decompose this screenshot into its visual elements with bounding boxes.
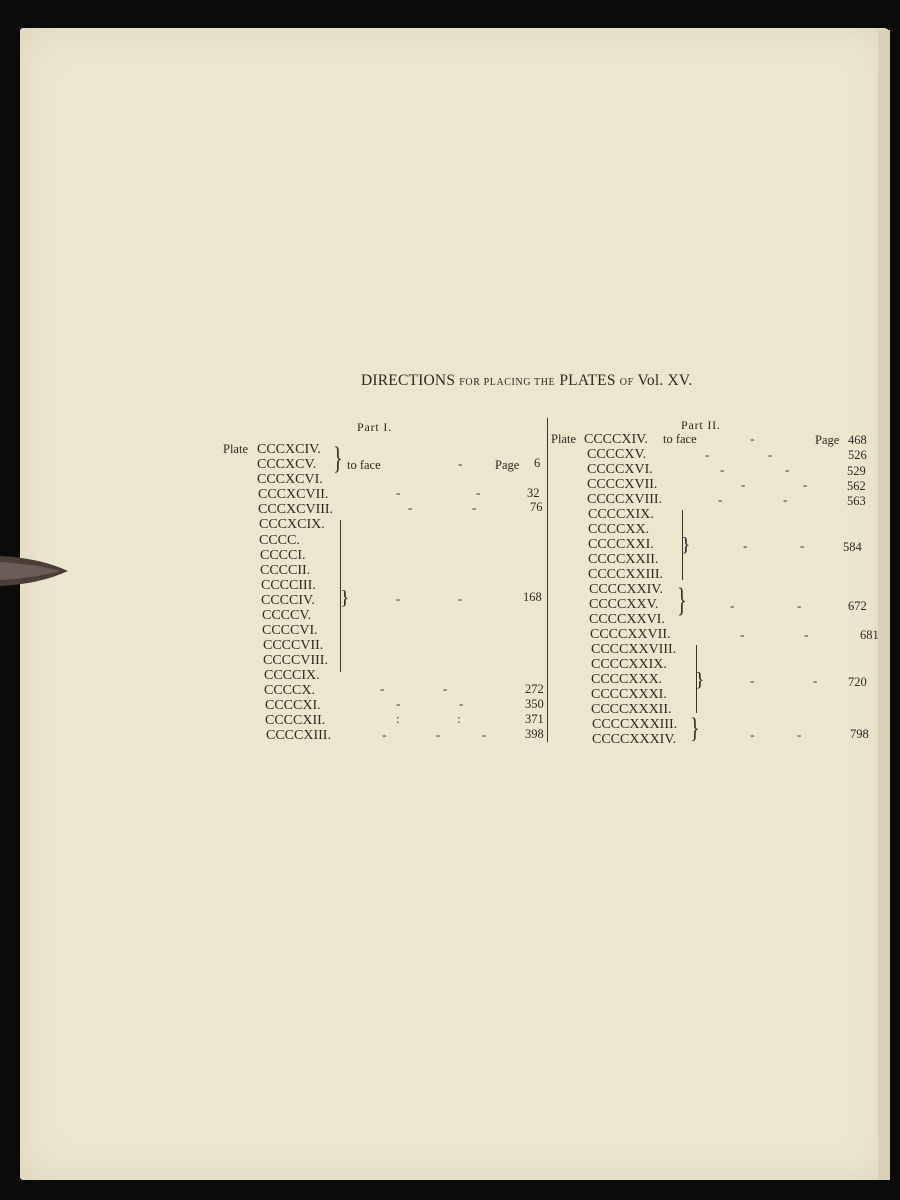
leader-dash: - xyxy=(750,673,755,688)
part1-plate: CCCC. xyxy=(259,533,300,548)
part2-plate: CCCCXXXII. xyxy=(591,702,672,717)
leader-dash: - xyxy=(783,492,788,507)
page-number: 562 xyxy=(847,479,866,493)
page-edge xyxy=(878,30,890,1180)
page-number: 272 xyxy=(525,682,544,696)
part1-to-face: to face xyxy=(347,458,381,472)
leader-dash: - xyxy=(800,538,805,553)
page-number: 563 xyxy=(847,494,866,508)
part2-plate: CCCCXIV. xyxy=(584,432,648,447)
page-number: 6 xyxy=(534,456,541,470)
part1-plate: CCCCXII. xyxy=(265,713,326,728)
leader-dash: - xyxy=(750,431,755,446)
page-number: 672 xyxy=(848,599,867,613)
part2-page-label: Page xyxy=(815,433,840,447)
part2-plate: CCCCXXVIII. xyxy=(591,642,677,657)
leader-dash: - xyxy=(458,591,463,606)
leader-dash: - xyxy=(804,627,809,642)
page-number: 76 xyxy=(530,500,543,514)
part2-plate: CCCCXVIII. xyxy=(587,492,663,507)
leader-dash: - xyxy=(396,485,401,500)
leader-dash: - xyxy=(718,492,723,507)
part2-plate: CCCCXXIII. xyxy=(588,567,664,582)
brace: } xyxy=(340,587,350,609)
leader-dash: - xyxy=(720,462,725,477)
leader-dash: - xyxy=(380,681,385,696)
part1-plate: CCCCVIII. xyxy=(263,653,328,668)
leader-dash: - xyxy=(797,727,802,742)
part1-plate: CCCCVI. xyxy=(262,623,318,638)
part2-plate: CCCCXXIV. xyxy=(589,582,664,597)
part2-plate: CCCCXXXIV. xyxy=(592,732,677,747)
part2-plate: CCCCXXX. xyxy=(591,672,663,687)
page-title: DIRECTIONS FOR PLACING THE PLATES OF Vol. XV. xyxy=(361,372,693,389)
brace: } xyxy=(681,534,691,556)
leader-dash: - xyxy=(482,727,487,742)
brace: } xyxy=(677,582,687,620)
part2-plate: CCCCXXXI. xyxy=(591,687,667,702)
leader-dash: - xyxy=(740,627,745,642)
page-number: 350 xyxy=(525,697,544,711)
leader-dash: - xyxy=(458,456,463,471)
leader-dash: - xyxy=(730,598,735,613)
page-number: 398 xyxy=(525,727,544,741)
part2-plate: CCCCXXI. xyxy=(588,537,654,552)
part2-plate-label: Plate xyxy=(551,432,576,446)
column-divider xyxy=(547,418,548,742)
leader-dash: - xyxy=(436,727,441,742)
page-number: 32 xyxy=(527,486,540,500)
leader-dash: - xyxy=(813,673,818,688)
part1-heading: Part I. xyxy=(357,420,392,434)
part1-plate: CCCCV. xyxy=(262,608,312,623)
part1-plate: CCCCXIII. xyxy=(266,728,331,743)
leader-dash: - xyxy=(750,727,755,742)
page-number: 468 xyxy=(848,433,867,447)
leader-dash: - xyxy=(459,696,464,711)
part2-plate: CCCCXXII. xyxy=(588,552,659,567)
page-number: 526 xyxy=(848,448,867,462)
leader-dash: - xyxy=(741,477,746,492)
leader-dash: - xyxy=(408,500,413,515)
brace: } xyxy=(690,713,700,745)
part2-heading: Part II. xyxy=(681,418,721,432)
part1-plate: CCCXCIX. xyxy=(259,517,325,532)
brace: } xyxy=(695,669,705,691)
leader-dash: : xyxy=(396,711,400,726)
part1-plate-label: Plate xyxy=(223,442,248,456)
part1-plate: CCCXCVII. xyxy=(258,487,329,502)
leader-dash: - xyxy=(797,598,802,613)
page-number: 529 xyxy=(847,464,866,478)
leader-dash: - xyxy=(396,591,401,606)
part2-plate: CCCCXXXIII. xyxy=(592,717,678,732)
page-number: 681 xyxy=(860,628,879,642)
part1-plate: CCCCX. xyxy=(264,683,315,698)
brace: } xyxy=(333,441,343,477)
page-number: 168 xyxy=(523,590,542,604)
part1-plate: CCCXCVI. xyxy=(257,472,323,487)
part1-page-label: Page xyxy=(495,458,520,472)
part1-plate: CCCCI. xyxy=(260,548,306,563)
leader-dash: - xyxy=(396,696,401,711)
part1-plate: CCCCIV. xyxy=(261,593,315,608)
leader-dash: - xyxy=(443,681,448,696)
leader-dash: - xyxy=(785,462,790,477)
bookmark-ribbon xyxy=(0,552,70,590)
part1-plate: CCCCIX. xyxy=(264,668,320,683)
part2-plate: CCCCXV. xyxy=(587,447,647,462)
page-number: 720 xyxy=(848,675,867,689)
part1-plate: CCCCVII. xyxy=(263,638,324,653)
part1-plate: CCCCIII. xyxy=(261,578,316,593)
leader-dash: - xyxy=(476,485,481,500)
part2-plate: CCCCXX. xyxy=(588,522,650,537)
part2-plate: CCCCXIX. xyxy=(588,507,654,522)
leader-dash: - xyxy=(382,727,387,742)
leader-dash: - xyxy=(705,447,710,462)
leader-dash: - xyxy=(768,447,773,462)
page-number: 584 xyxy=(843,540,862,554)
part1-plate: CCCCII. xyxy=(260,563,311,578)
leader-dash: : xyxy=(457,711,461,726)
part2-plate: CCCCXXIX. xyxy=(591,657,667,672)
part2-plate: CCCCXXVII. xyxy=(590,627,671,642)
part2-plate: CCCCXXV. xyxy=(589,597,659,612)
leader-dash: - xyxy=(803,477,808,492)
part1-plate: CCCXCIV. xyxy=(257,442,321,457)
page-number: 798 xyxy=(850,727,869,741)
book-page xyxy=(20,28,890,1180)
leader-dash: - xyxy=(472,500,477,515)
part2-to-face: to face xyxy=(663,432,697,446)
part2-plate: CCCCXVI. xyxy=(587,462,653,477)
page-number: 371 xyxy=(525,712,544,726)
part2-plate: CCCCXVII. xyxy=(587,477,658,492)
part1-plate: CCCCXI. xyxy=(265,698,321,713)
part1-plate: CCCXCVIII. xyxy=(258,502,334,517)
part1-plate: CCCXCV. xyxy=(257,457,317,472)
leader-dash: - xyxy=(743,538,748,553)
part2-plate: CCCCXXVI. xyxy=(589,612,665,627)
